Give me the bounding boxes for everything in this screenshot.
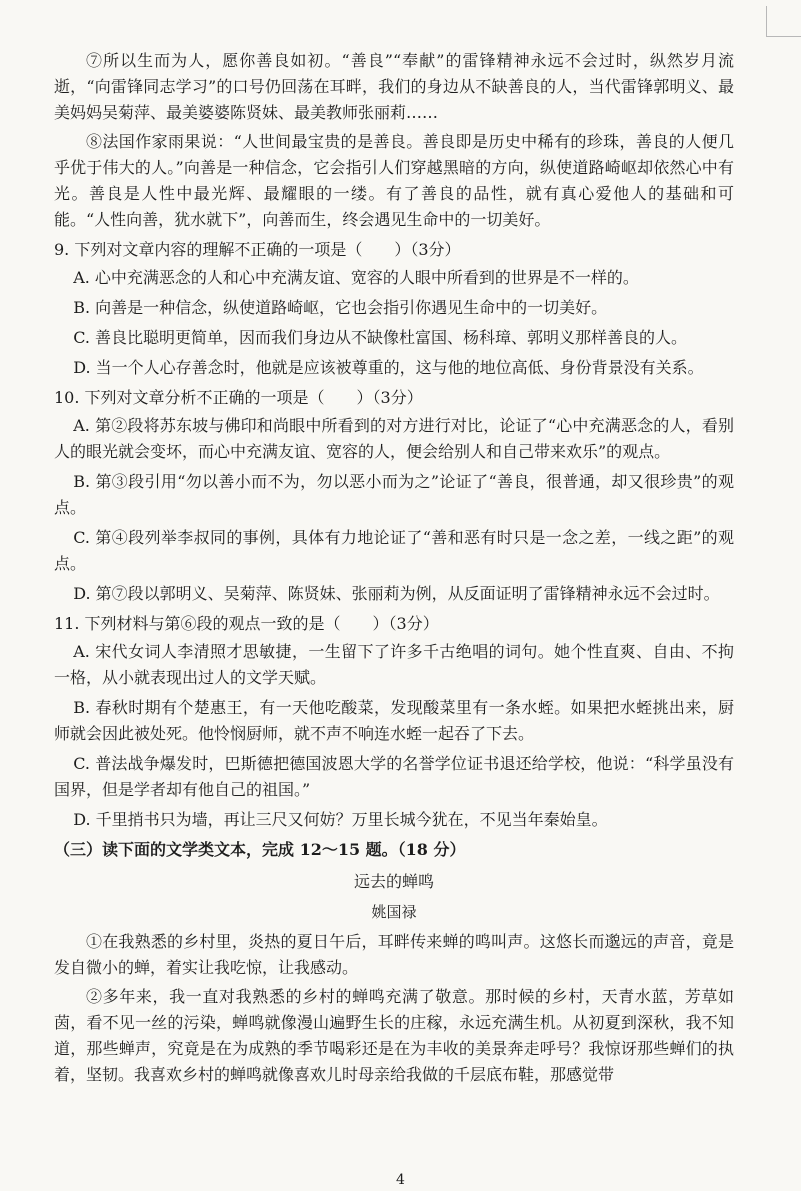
question-11-option-b: B. 春秋时期有个楚惠王，有一天他吃酸菜，发现酸菜里有一条水蛭。如果把水蛭挑出来，厨师就会因此被处死。他怜悯厨师，就不声不响连水蛭一起吞了下去。 [54,698,734,743]
article-author: 姚国禄 [371,903,417,921]
paragraph-7: ⑦所以生而为人，愿你善良如初。“善良”“奉献”的雷锋精神永远不会过时，纵然岁月流逝，“向雷锋同志学习”的口号仍回荡在耳畔，我们的身边从不缺善良的人，当代雷锋郭明义、最美妈妈吴菊萍、最美婆婆陈贤妹、最美教师张丽莉…… [54,51,734,122]
question-9-option-c: C. 善良比聪明更简单，因而我们身边从不缺像杜富国、杨科璋、郭明义那样善良的人。 [73,328,688,347]
paragraph-8: ⑧法国作家雨果说：“人世间最宝贵的是善良。善良即是历史中稀有的珍珠，善良的人便几乎优于伟大的人。”向善是一种信念，它会指引人们穿越黑暗的方向，纵使道路崎岖却依然心中有光。善良是人性中最光辉、最耀眼的一缕。有了善良的品性，就有真心爱他人的基础和可能。“人性向善，犹水就下”，向善而生，终会遇见生命中的一切美好。 [54,132,734,229]
section-heading: （三）读下面的文学类文本，完成 12～15 题。（18 分） [54,840,466,859]
question-10-option-d: D. 第⑦段以郭明义、吴菊萍、陈贤妹、张丽莉为例，从反面证明了雷锋精神永远不会过时。 [73,584,720,603]
corner-mark [766,6,801,37]
question-11-stem: 11. 下列材料与第⑥段的观点一致的是（ ）（3分） [54,614,439,633]
question-11-option-a: A. 宋代女词人李清照才思敏捷，一生留下了许多千古绝唱的词句。她个性直爽、自由、不拘一格，从小就表现出过人的文学天赋。 [54,642,734,687]
question-11-option-c: C. 普法战争爆发时，巴斯德把德国波恩大学的名誉学位证书退还给学校，他说：“科学虽没有国界，但是学者却有他自己的祖国。” [54,754,734,799]
article-title: 远去的蝉鸣 [353,872,434,891]
question-10-option-c: C. 第④段列举李叔同的事例，具体有力地论证了“善和恶有时只是一念之差，一线之距”的观点。 [54,528,734,573]
question-11-option-d: D. 千里捎书只为墙，再让三尺又何妨？万里长城今犹在，不见当年秦始皇。 [73,810,608,829]
question-10-option-b: B. 第③段引用“勿以善小而不为，勿以恶小而为之”论证了“善良，很普通，却又很珍贵”的观点。 [54,472,734,517]
question-9-option-a: A. 心中充满恶念的人和心中充满友谊、宽容的人眼中所看到的世界是不一样的。 [73,268,639,287]
question-9-option-d: D. 当一个人心存善念时，他就是应该被尊重的，这与他的地位高低、身份背景没有关系。 [73,358,704,377]
question-9-stem: 9. 下列对文章内容的理解不正确的一项是（ ）（3分） [54,240,461,259]
question-10-stem: 10. 下列对文章分析不正确的一项是（ ）（3分） [54,388,423,407]
article-paragraph-2: ②多年来，我一直对我熟悉的乡村的蝉鸣充满了敬意。那时候的乡村，天青水蓝，芳草如茵，看不见一丝的污染，蝉鸣就像漫山遍野生长的庄稼，永远充满生机。从初夏到深秋，我不知道，那些蝉声，究竟是在为成熟的季节喝彩还是在为丰收的美景奔走呼号？我惊讶那些蝉们的执着，坚韧。我喜欢乡村的蝉鸣就像喜欢儿时母亲给我做的千层底布鞋，那感觉带 [54,987,734,1084]
page-content [54,48,734,1091]
question-9-option-b: B. 向善是一种信念，纵使道路崎岖，它也会指引你遇见生命中的一切美好。 [73,298,608,317]
article-paragraph-1: ①在我熟悉的乡村里，炎热的夏日午后，耳畔传来蝉的鸣叫声。这悠长而邈远的声音，竟是发自微小的蝉，着实让我吃惊，让我感动。 [54,932,734,977]
question-10-option-a: A. 第②段将苏东坡与佛印和尚眼中所看到的对方进行对比，论证了“心中充满恶念的人，看别人的眼光就会变坏，而心中充满友谊、宽容的人，便会给别人和自己带来欢乐”的观点。 [54,416,734,461]
page-number: 4 [396,1172,405,1188]
